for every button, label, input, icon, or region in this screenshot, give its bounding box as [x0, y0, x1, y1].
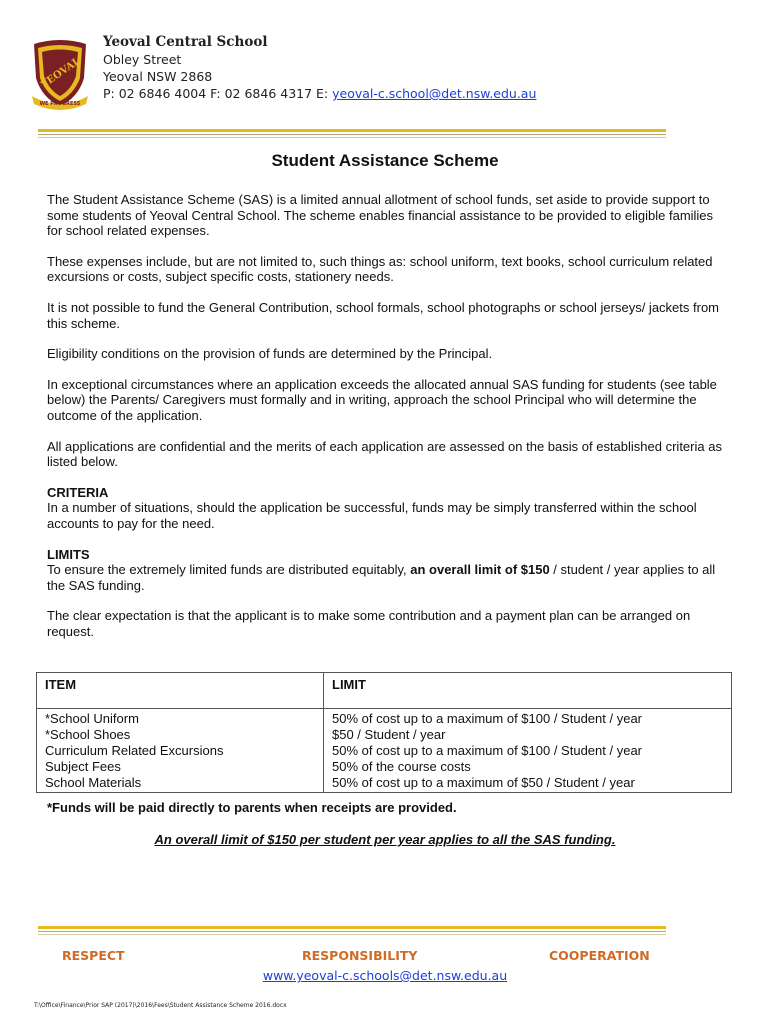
limit-excursions: 50% of cost up to a maximum of $100 / Student / year	[332, 743, 643, 758]
item-subject-fees: Subject Fees	[45, 759, 121, 774]
criteria-text: In a number of situations, should the application be successful, funds may be simply transferred within the school accounts to pay for the need.	[47, 500, 697, 531]
table-header-row	[37, 673, 732, 709]
item-school-materials: School Materials	[45, 775, 142, 790]
footer-value-respect: RESPECT	[62, 948, 125, 963]
footer-divider	[38, 926, 666, 935]
header-divider	[38, 129, 666, 138]
paragraph-expenses: These expenses include, but are not limited to, such things as: school uniform, text books, school curriculum related excursions or costs, subject specific costs, stationery needs.	[47, 253, 713, 285]
limits-text	[47, 562, 727, 593]
footer-value-cooperation: COOPERATION	[549, 948, 650, 963]
item-school-uniform: *School Uniform	[45, 711, 139, 726]
paragraph-contribution: The clear expectation is that the applicant is to make some contribution and a payment plan can be arranged on request.	[47, 608, 691, 639]
item-excursions: Curriculum Related Excursions	[45, 743, 224, 758]
email-link[interactable]: yeoval-c.school@det.nsw.edu.au	[332, 86, 537, 101]
limits-text-bold: an overall limit of $150	[410, 562, 550, 578]
paragraph-exceptional: In exceptional circumstances where an application exceeds the allocated annual SAS funding for students (see table below) the Parents/ Caregivers must formally and in writing, approach the school Principal who will determine the outcome of the application.	[47, 376, 717, 423]
town-address: Yeoval NSW 2868	[103, 69, 213, 84]
school-crest-logo	[28, 38, 92, 110]
limit-school-uniform: 50% of cost up to a maximum of $100 / Student / year	[332, 711, 643, 726]
limits-text-post: / student / year applies to all the SAS funding.	[47, 562, 716, 593]
body-text	[47, 192, 727, 654]
svg-text:YEOVAL: YEOVAL	[39, 55, 83, 91]
school-name: Yeoval Central School	[103, 34, 268, 50]
street-address: Obley Street	[103, 52, 182, 67]
limit-school-shoes: $50 / Student / year	[332, 727, 446, 742]
footer-url	[0, 968, 770, 983]
contact-line	[103, 85, 536, 102]
limits-text-pre: To ensure the extremely limited funds are distributed equitably,	[47, 562, 411, 578]
limit-subject-fees: 50% of the course costs	[332, 759, 471, 774]
overall-limit-statement: An overall limit of $150 per student per year applies to all the SAS funding.	[154, 832, 616, 847]
contact-numbers: P: 02 6846 4004 F: 02 6846 4317 E:	[103, 86, 333, 101]
paragraph-intro: The Student Assistance Scheme (SAS) is a limited annual allotment of school funds, set aside to provide support to some students of Yeoval Central School. The scheme enables financial assistance to be provided to eligible families for school related expenses.	[47, 192, 714, 239]
receipts-note: *Funds will be paid directly to parents when receipts are provided.	[47, 800, 457, 815]
limits-heading: LIMITS	[47, 546, 90, 562]
letterhead	[103, 34, 536, 102]
item-school-shoes: *School Shoes	[45, 727, 131, 742]
limits-table	[36, 672, 732, 793]
paragraph-confidential: All applications are confidential and the merits of each application are assessed on the basis of established criteria as listed below.	[47, 438, 722, 470]
criteria-heading: CRITERIA	[47, 484, 109, 500]
column-header-limit: LIMIT	[324, 673, 732, 709]
svg-text:WE PROGRESS: WE PROGRESS	[39, 101, 81, 107]
page-title: Student Assistance Scheme	[271, 151, 499, 170]
footer-url-link[interactable]: www.yeoval-c.schools@det.nsw.edu.au	[262, 968, 508, 983]
file-path: T:\Office\Finance\Prior SAP (2017)\2016\Fees\Student Assistance Scheme 2016.docx	[34, 1002, 287, 1009]
limit-cell	[324, 709, 732, 793]
column-header-item: ITEM	[37, 673, 324, 709]
footer-value-responsibility: RESPONSIBILITY	[302, 948, 418, 963]
limit-school-materials: 50% of cost up to a maximum of $50 / Student / year	[332, 775, 635, 790]
table-row	[37, 709, 732, 793]
item-cell	[37, 709, 324, 793]
paragraph-eligibility: Eligibility conditions on the provision of funds are determined by the Principal.	[47, 346, 493, 362]
paragraph-exclusions: It is not possible to fund the General Contribution, school formals, school photographs or school jerseys/ jackets from this scheme.	[47, 299, 720, 331]
